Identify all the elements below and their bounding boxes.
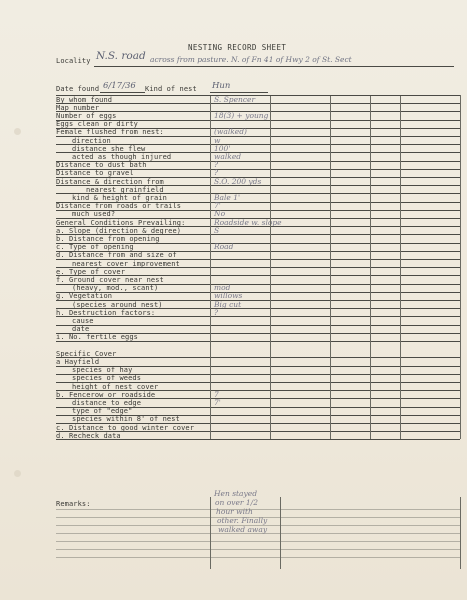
row-label: date xyxy=(72,325,90,334)
row-label: h. Destruction factors: xyxy=(56,308,156,317)
remarks-column-rule xyxy=(280,497,281,569)
remarks-note-line: hour with xyxy=(216,507,253,516)
kind-underline xyxy=(210,92,268,93)
row-label: acted as though injured xyxy=(72,152,172,161)
column-rule xyxy=(270,95,271,439)
row-label: b. Fencerow or roadside xyxy=(56,390,156,399)
row-label: direction xyxy=(72,136,111,145)
column-rule xyxy=(370,95,371,439)
row-label: nearest cover improvement xyxy=(72,259,180,268)
remarks-column-rule xyxy=(460,497,461,569)
kind-of-nest-value: Hun xyxy=(212,81,231,91)
row-value: No xyxy=(214,209,226,219)
row-label: e. Type of cover xyxy=(56,267,126,276)
row-label: species within 8' of nest xyxy=(72,415,180,424)
column-rule xyxy=(210,95,211,439)
row-label: i. No. fertile eggs xyxy=(56,333,138,342)
row-label: height of nest cover xyxy=(72,382,159,391)
row-label: distance to edge xyxy=(72,398,142,407)
row-label: Distance to dust bath xyxy=(56,161,147,170)
locality-label: Locality xyxy=(56,57,91,65)
row-label: d. Distance from and size of xyxy=(56,251,177,260)
row-label: much used? xyxy=(72,210,116,219)
row-label: species of hay xyxy=(72,366,133,375)
row-label: By whom found xyxy=(56,95,113,104)
row-label: d. Recheck data xyxy=(56,431,121,440)
row-value: (walked) xyxy=(214,127,247,137)
row-value: ? xyxy=(214,160,219,170)
remarks-note-line: on over 1/2 xyxy=(215,498,258,507)
row-value: walked xyxy=(214,151,242,161)
row-label: Distance & direction from xyxy=(56,177,164,186)
row-label: type of "edge" xyxy=(72,407,133,416)
locality-typed-value: N.S. road xyxy=(96,50,146,62)
page-title: NESTING RECORD SHEET xyxy=(188,43,287,52)
row-label: nearest grainfield xyxy=(86,185,164,194)
row-value: ? xyxy=(214,168,219,178)
remarks-rule xyxy=(56,541,460,542)
remarks-label: Remarks: xyxy=(56,500,91,508)
remarks-note-line: Hen stayed xyxy=(214,489,258,498)
date-found-label: Date found xyxy=(56,85,100,93)
row-label: g. Vegetation xyxy=(56,292,113,301)
row-label: cause xyxy=(72,316,94,325)
row-value: w xyxy=(214,135,221,145)
table-top-rule xyxy=(56,95,460,96)
row-value: Bale 1' xyxy=(214,192,241,202)
row-label: (species around nest) xyxy=(72,300,163,309)
locality-underline xyxy=(94,66,454,67)
row-value: 18(3) + young xyxy=(214,110,269,120)
row-value: mod xyxy=(214,283,231,293)
row-label: Specific Cover xyxy=(56,349,117,358)
remarks-rule xyxy=(56,549,460,550)
punch-hole xyxy=(14,128,21,135)
row-label: General Conditions Prevailing: xyxy=(56,218,186,227)
remarks-rule xyxy=(56,557,460,558)
remarks-column-rule xyxy=(210,497,211,569)
row-label: distance she flew xyxy=(72,144,146,153)
row-label: (heavy, mod., scant) xyxy=(72,284,159,293)
row-value: S. Spencer xyxy=(214,94,256,104)
row-label: Number of eggs xyxy=(56,111,117,120)
row-label: Distance from roads or trails xyxy=(56,202,182,211)
row-label: f. Ground cover near nest xyxy=(56,275,164,284)
row-value: 7' xyxy=(214,201,221,211)
row-value: ? xyxy=(214,307,219,317)
row-value: 100' xyxy=(214,143,231,153)
row-label: Distance to gravel xyxy=(56,169,134,178)
row-rule xyxy=(56,439,460,440)
row-label: c. Distance to good winter cover xyxy=(56,423,195,432)
row-label: species of weeds xyxy=(72,374,142,383)
column-rule xyxy=(400,95,401,439)
row-value: 7' xyxy=(214,397,221,407)
row-value: Roadside w. slope xyxy=(214,217,282,227)
remarks-note-line: other. Finally xyxy=(217,516,268,525)
row-value: Big cut xyxy=(214,299,242,309)
row-value: S xyxy=(214,225,220,235)
date-underline xyxy=(100,92,145,93)
row-value: willows xyxy=(214,291,243,301)
punch-hole xyxy=(14,470,21,477)
row-label: kind & height of grain xyxy=(72,193,167,202)
date-found-value: 6/17/36 xyxy=(103,81,136,91)
row-value: S.O. 200 yds xyxy=(214,176,262,186)
column-rule xyxy=(460,95,461,439)
column-rule xyxy=(330,95,331,439)
row-label: Map number xyxy=(56,103,100,112)
locality-handwritten-value: across from pasture. N. of Fn 41 of Hwy 2 of St. Sect xyxy=(150,55,352,64)
kind-of-nest-label: Kind of nest xyxy=(145,85,197,93)
row-value: 7 xyxy=(214,389,219,399)
remarks-rule xyxy=(56,509,460,510)
row-label: b. Distance from opening xyxy=(56,234,160,243)
remarks-note-line: walked away xyxy=(218,525,268,534)
row-value: Road xyxy=(214,242,234,252)
row-label: Eggs clean or dirty xyxy=(56,120,138,129)
row-label: c. Type of opening xyxy=(56,243,134,252)
row-label: Female flushed from nest: xyxy=(56,128,164,137)
row-label: a. Slope (direction & degree) xyxy=(56,226,182,235)
row-label: a Hayfield xyxy=(56,357,100,366)
